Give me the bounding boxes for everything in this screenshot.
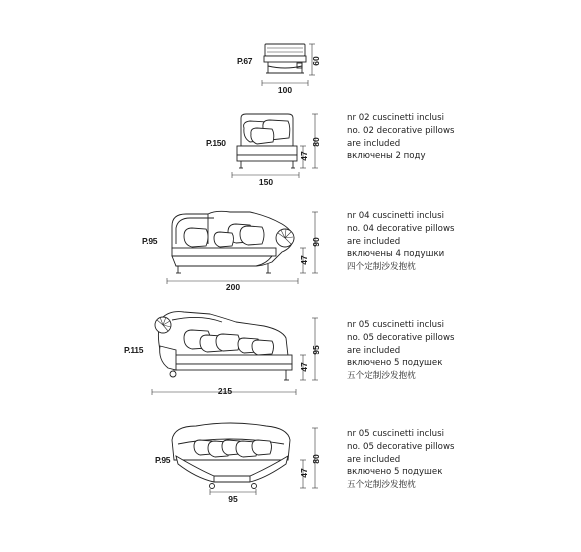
note-line: 四个定制沙发抱枕 <box>347 262 416 273</box>
item-code: P.95 <box>155 455 171 465</box>
note-line: no. 05 decorative pillows <box>347 441 455 452</box>
seat-height-dimension: 47 <box>299 362 309 372</box>
note-line: nr 02 cuscinetti inclusi <box>347 113 444 123</box>
pillow-note <box>347 428 454 492</box>
seat-height-dimension: 47 <box>299 151 309 161</box>
width-dimension: 100 <box>277 85 293 95</box>
note-line: nr 05 cuscinetti inclusi <box>347 320 444 330</box>
note-line: nr 04 cuscinetti inclusi <box>347 211 444 221</box>
pillow-note <box>347 319 454 383</box>
width-dimension: 150 <box>258 177 274 187</box>
height-dimension: 80 <box>311 454 321 464</box>
height-dimension: 95 <box>311 345 321 355</box>
note-line: no. 02 decorative pillows <box>347 125 455 136</box>
item-code: P.95 <box>142 236 158 246</box>
note-line: 五个定制沙发抱枕 <box>347 371 416 382</box>
item-code: P.67 <box>237 56 253 66</box>
pillow-note <box>347 210 454 274</box>
pillow-note <box>347 112 454 163</box>
seat-height-dimension: 47 <box>299 468 309 478</box>
note-line: включено 5 подушек <box>347 358 443 369</box>
width-dimension: 200 <box>225 282 241 292</box>
ottoman-drawing <box>264 44 306 73</box>
note-line: are included <box>347 345 401 356</box>
note-line: no. 05 decorative pillows <box>347 332 455 343</box>
chair-module-drawing <box>237 114 297 168</box>
width-dimension: 215 <box>217 386 233 396</box>
seat-height-dimension: 47 <box>299 255 309 265</box>
curved-sofa-drawing <box>172 423 290 489</box>
height-dimension: 80 <box>311 137 321 147</box>
note-line: nr 05 cuscinetti inclusi <box>347 429 444 439</box>
note-line: are included <box>347 236 401 247</box>
rolled-arm-sofa-drawing <box>155 312 292 380</box>
note-line: no. 04 decorative pillows <box>347 223 455 234</box>
note-line: 五个定制沙发抱枕 <box>347 480 416 491</box>
width-dimension: 95 <box>228 494 238 504</box>
note-line: are included <box>347 454 401 465</box>
height-dimension: 60 <box>311 56 321 66</box>
note-line: включены 2 поду <box>347 151 426 162</box>
note-line: включены 4 подушки <box>347 249 445 260</box>
note-line: включено 5 подушек <box>347 467 443 478</box>
chaise-sofa-drawing <box>172 211 294 273</box>
note-line: are included <box>347 138 401 149</box>
item-code: P.115 <box>124 345 144 355</box>
item-code: P.150 <box>206 138 226 148</box>
height-dimension: 90 <box>311 237 321 247</box>
